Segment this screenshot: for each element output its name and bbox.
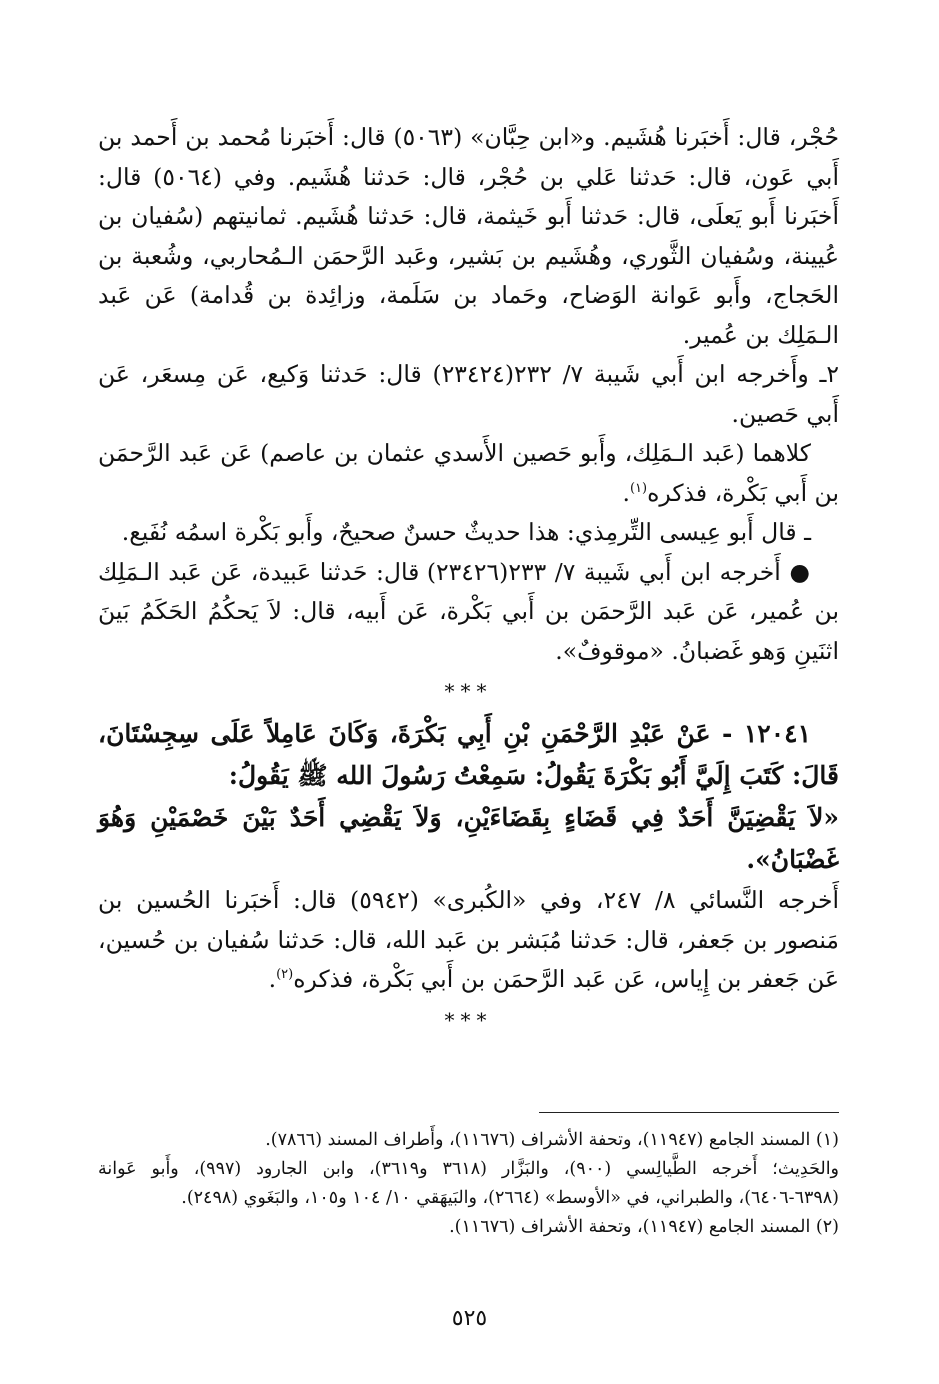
footnote-1: (١) المسند الجامع (١١٩٤٧)، وتحفة الأشراف (١١٦٧٦)، وأَطراف المسند (٧٨٦٦). <box>265 1130 839 1150</box>
paragraph-summary-text: كلاهما (عَبد الـمَلِك، وأَبو حَصين الأَسدي عثمان بن عاصم) عَن عَبد الرَّحمَن بن أَبي بَكْرة، فذكره <box>98 439 839 507</box>
paragraph-takhrij-text: أَخرجه النَّسائي ٨/ ٢٤٧، وفي «الكُبرى» (٥٩٤٢) قال: أَخبَرنا الحُسين بن مَنصور بن جَعفر، قال: حَدثنا مُبَشر بن عَبد الله، قال: حَدثنا سُفيان بن حُسين، عَن جَعفر بن إِياس، عَن عَبد الرَّحمَن بن أَبي بَكْرة، فذكره <box>98 886 840 993</box>
page-number: ٥٢٥ <box>451 1306 488 1331</box>
section-divider: *** <box>444 679 493 703</box>
paragraph-mawquf-text: أَخرجه ابن أَبي شَيبة ٧/ ٢٣٣(٢٣٤٢٦) قال: حَدثنا عَبيدة، عَن عَبد الـمَلِك بن عُمير، عَن عَبد الرَّحمَن بن أَبي بَكْرة، عَن أَبيه، قال: لاَ يَحكُمُ الحَكَمُ بَينَ اثنَينِ وَهو غَضبانُ. «موقوفٌ». <box>98 557 839 665</box>
tirmidhi-remark: ـ قال أَبو عِيسى التِّرمِذي: هذا حديثٌ حسنٌ صحيحٌ، وأَبو بَكْرة اسمُه نُفَيع. <box>121 518 811 546</box>
paragraph-mawquf <box>98 553 839 672</box>
footnote-ref-1: (١) <box>629 480 648 496</box>
footnote-2: (٢) المسند الجامع (١١٩٤٧)، وتحفة الأشراف (١١٦٧٦). <box>449 1217 839 1237</box>
footnote-1-continued: والحَدِيث؛ أَخرجه الطَّيالِسي (٩٠٠)، والبَزَّار (٣٦١٨ و٣٦١٩)، وابن الجارود (٩٩٧)، وأَبو عَوانة (٦٣٩٨-٦٤٠٦)، والطبراني، في «الأوسط» (٢٦٦٤)، والبَيهَقي ١٠/ ١٠٤ و١٠٥، والبَغَوي (٢٤٩٨). <box>98 1159 840 1208</box>
paragraph-takhrij: أَخرجه النَّسائي ٨/ ٢٤٧، وفي «الكُبرى» (٥٩٤٢) قال: أَخبَرنا الحُسين بن مَنصور بن جَعفر، قال: حَدثنا مُبَشر بن عَبد الله، قال: حَدثنا سُفيان بن حُسين، عَن جَعفر بن إِياس، عَن عَبد الرَّحمَن بن أَبي بَكْرة، فذكره$^{(٢)}$. <box>98 886 840 993</box>
section-divider: *** <box>444 1007 493 1032</box>
footnote-separator <box>539 1112 839 1113</box>
footnote-ref-2: (٢) <box>276 967 294 983</box>
main-text <box>98 118 839 1042</box>
bullet-icon: ● <box>789 557 811 586</box>
paragraph-chain-2: ٢ـ وأَخرجه ابن أَبي شَيبة ٧/ ٢٣٢(٢٣٤٢٤) قال: حَدثنا وَكيع، عَن مِسعَر، عَن أَبي حَصين. <box>98 360 839 428</box>
hadith-text: «لاَ يَقْضِيَنَّ أَحَدٌ فِي قَضَاءٍ بِقَضَاءَيْنِ، وَلاَ يَقْضِي أَحَدٌ بَيْنَ خَصْمَيْنِ وَهُوَ غَضْبَانُ». <box>98 803 839 874</box>
footnotes <box>98 1126 839 1242</box>
paragraph-chain-1: حُجْر، قال: أَخبَرنا هُشَيم. و«ابن حِبَّان» (٥٠٦٣) قال: أَخبَرنا مُحمد بن أَحمد بن أَبي عَون، قال: حَدثنا عَلي بن حُجْر، قال: حَدثنا هُشَيم. وفي (٥٠٦٤) قال: أَخبَرنا أَبو يَعلَى، قال: حَدثنا أَبو خَيثمة، قال: حَدثنا هُشَيم. ثمانيتهم (سُفيان بن عُيينة، وسُفيان الثَّوري، وهُشَيم بن بَشير، وعَبد الرَّحمَن الـمُحاربي، وشُعبة بن الحَجاج، وأَبو عَوانة الوَضاح، وحَماد بن سَلَمة، وزائِدة بن قُدامة) عَن عَبد الـمَلِك بن عُمير. <box>98 123 840 349</box>
paragraph-summary: كلاهما (عَبد الـمَلِك، وأَبو حَصين الأَسدي عثمان بن عاصم) عَن عَبد الرَّحمَن بن أَبي بَكْرة، فذكره$^{(١)}$. <box>98 439 839 507</box>
hadith-intro: ١٢٠٤١ - عَنْ عَبْدِ الرَّحْمَنِ بْنِ أَبِي بَكْرَةَ، وَكَانَ عَامِلاً عَلَى سِجِسْتَانَ، قَالَ: كَتَبَ إِلَيَّ أَبُو بَكْرَةَ يَقُولُ: سَمِعْتُ رَسُولَ الله ﷺ يَقُولُ: <box>98 719 839 790</box>
